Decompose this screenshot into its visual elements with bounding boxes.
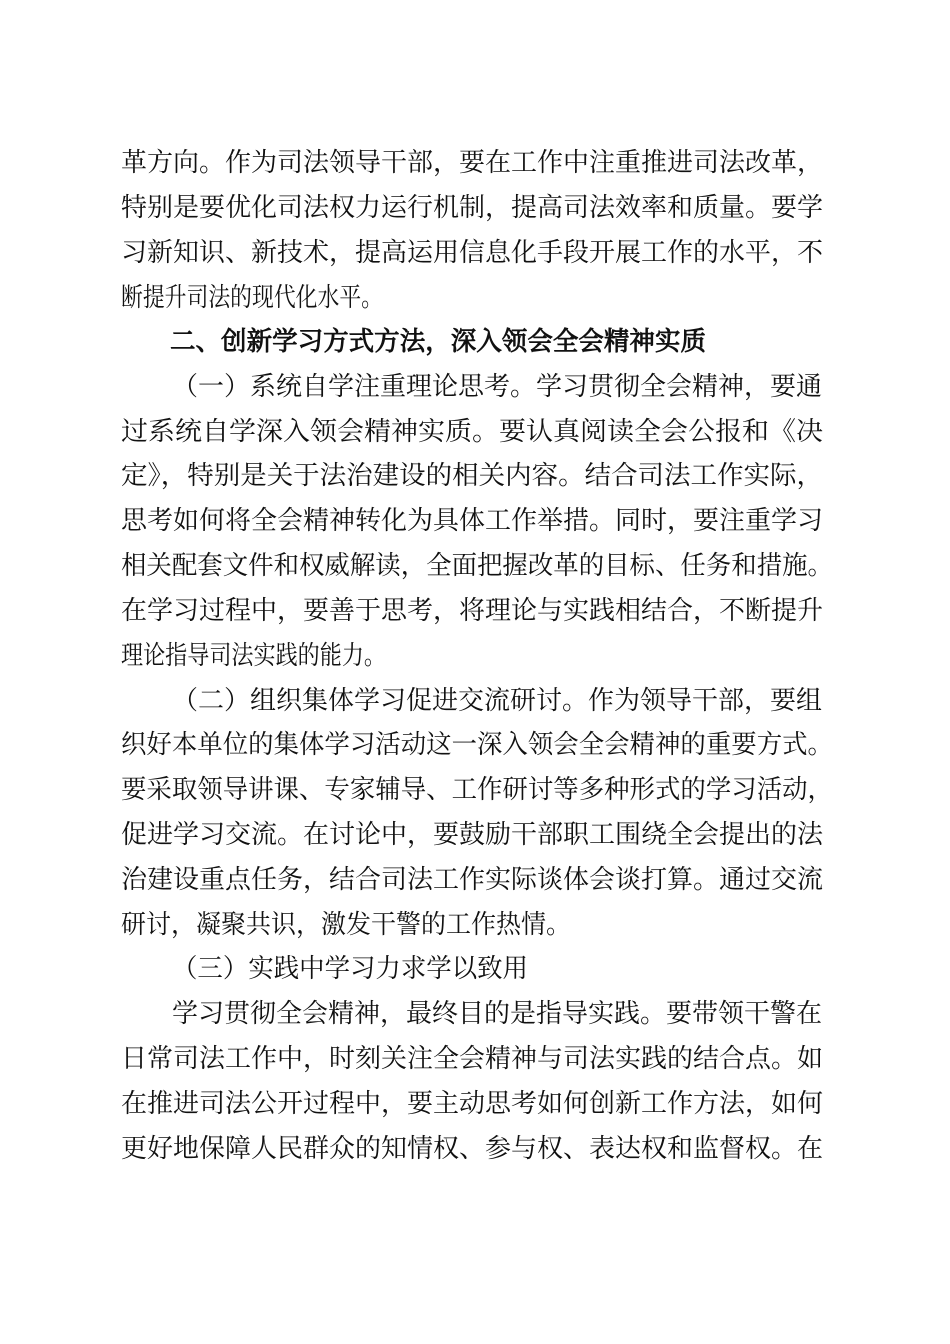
section-heading xyxy=(0,318,950,366)
subsection-heading-line xyxy=(0,945,950,993)
line-text: 学习贯彻全会精神，最终目的是指导实践。要带领干警在 xyxy=(172,999,822,1029)
line-text: 治建设重点任务，结合司法工作实际谈体会谈打算。通过交流 xyxy=(121,865,823,895)
text-line xyxy=(0,856,950,904)
text-line xyxy=(0,139,950,187)
line-text: 研讨，凝聚共识，激发干警的工作热情。 xyxy=(121,910,571,940)
line-text: 更好地保障人民群众的知情权、参与权、表达权和监督权。在 xyxy=(121,1134,823,1164)
text-line xyxy=(0,811,950,859)
line-text: 断提升司法的现代化水平。 xyxy=(121,283,383,313)
line-text: 定》，特别是关于法治建设的相关内容。结合司法工作实际， xyxy=(121,461,823,491)
text-line xyxy=(0,587,950,635)
line-text: 相关配套文件和权威解读，全面把握改革的目标、任务和措施。 xyxy=(121,551,833,581)
line-text: 在学习过程中，要善于思考，将理论与实践相结合，不断提升 xyxy=(121,596,823,626)
text-line xyxy=(0,408,950,456)
line-text: 革方向。作为司法领导干部，要在工作中注重推进司法改革， xyxy=(121,148,823,178)
text-line xyxy=(0,1080,950,1128)
line-text: 日常司法工作中，时刻关注全会精神与司法实践的结合点。如 xyxy=(121,1044,823,1074)
text-line xyxy=(0,766,950,814)
text-line xyxy=(0,632,950,680)
text-line xyxy=(0,452,950,500)
text-line xyxy=(0,1035,950,1083)
text-line xyxy=(0,901,950,949)
subsection-heading-line xyxy=(0,363,950,411)
line-text: 特别是要优化司法权力运行机制，提高司法效率和质量。要学 xyxy=(121,193,823,223)
line-text: （三）实践中学习力求学以致用 xyxy=(172,954,528,984)
line-text: （二）组织集体学习促进交流研讨。作为领导干部，要组 xyxy=(172,686,822,716)
line-text: 织好本单位的集体学习活动这一深入领会全会精神的重要方式。 xyxy=(121,730,833,760)
line-text: 思考如何将全会精神转化为具体工作举措。同时，要注重学习 xyxy=(121,506,823,536)
subsection-heading-line xyxy=(0,677,950,725)
line-text: 习新知识、新技术，提高运用信息化手段开展工作的水平，不 xyxy=(121,238,823,268)
section-heading-text: 二、创新学习方式方法，深入领会全会精神实质 xyxy=(170,327,706,357)
text-line xyxy=(0,990,950,1038)
text-line xyxy=(0,542,950,590)
line-text: 理论指导司法实践的能力。 xyxy=(121,641,386,671)
text-line xyxy=(0,721,950,769)
text-line xyxy=(0,184,950,232)
line-text: 在推进司法公开过程中，要主动思考如何创新工作方法，如何 xyxy=(121,1089,823,1119)
line-text: 促进学习交流。在讨论中，要鼓励干部职工围绕全会提出的法 xyxy=(121,820,823,850)
line-text: 要采取领导讲课、专家辅导、工作研讨等多种形式的学习活动， xyxy=(121,775,833,805)
text-line xyxy=(0,1125,950,1173)
text-line xyxy=(0,274,950,322)
text-line xyxy=(0,497,950,545)
text-line xyxy=(0,229,950,277)
line-text: （一）系统自学注重理论思考。学习贯彻全会精神，要通 xyxy=(172,372,822,402)
line-text: 过系统自学深入领会精神实质。要认真阅读全会公报和《决 xyxy=(121,417,823,447)
